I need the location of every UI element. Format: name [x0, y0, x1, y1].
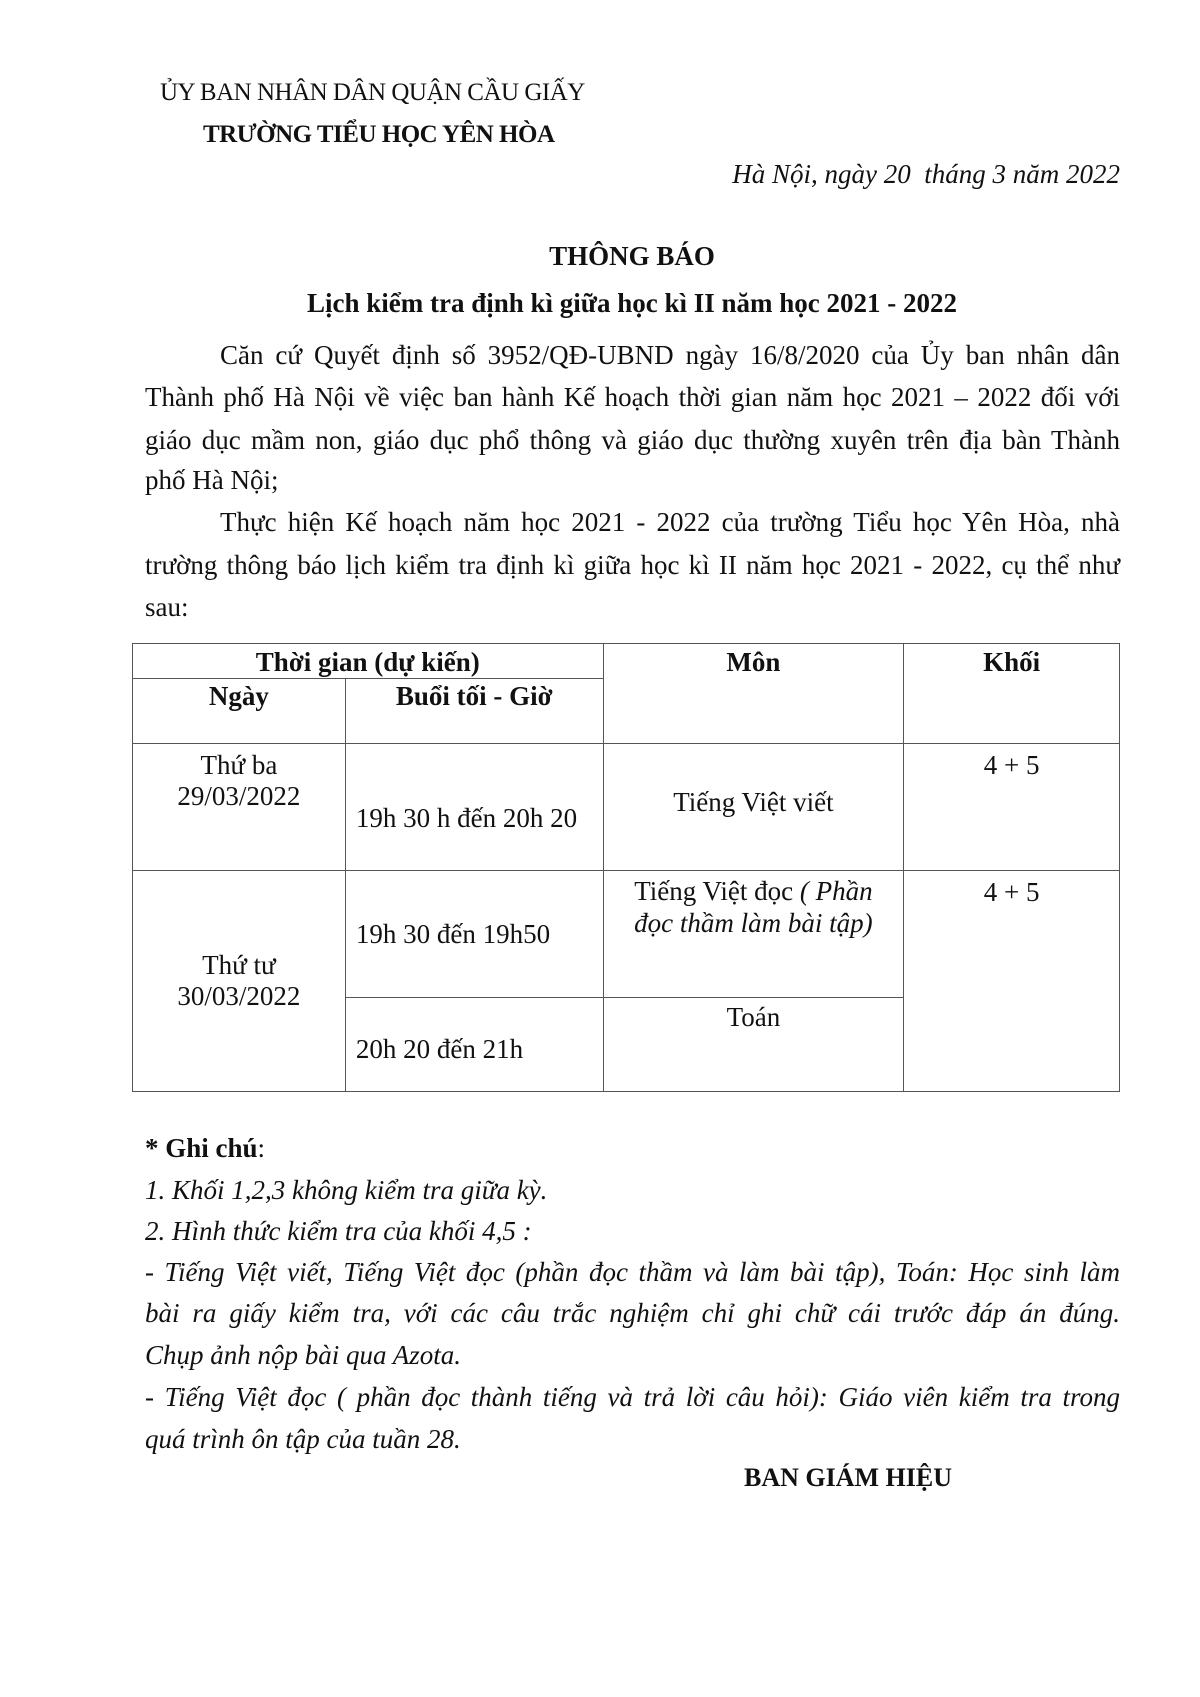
- notes-heading-label: * Ghi chú: [145, 1133, 258, 1163]
- day-name: Thứ tư: [202, 950, 276, 980]
- body-line: Thành phố Hà Nội về việc ban hành Kế hoạch thời gian năm học 2021 – 2022 đối với: [145, 382, 1120, 412]
- exam-time: 19h 30 đến 19h50: [355, 918, 551, 949]
- exam-subject-note: ( Phần đọc thầm làm bài tập): [634, 876, 873, 938]
- header-time-group-label: Thời gian (dự kiến): [255, 647, 480, 677]
- document-title: THÔNG BÁO: [549, 241, 715, 271]
- table-header-row: [133, 644, 1120, 679]
- day-cell: [133, 871, 346, 1092]
- body-line: phố Hà Nội;: [145, 465, 279, 495]
- note-line: - Tiếng Việt đọc ( phần đọc thành tiếng và trả lời câu hỏi): Giáo viên kiểm tra trong: [145, 1382, 1120, 1412]
- exam-grade: 4 + 5: [983, 877, 1040, 907]
- place-date: Hà Nội, ngày 20 tháng 3 năm 2022: [732, 159, 1120, 189]
- day-name: Thứ ba: [200, 750, 278, 780]
- note-line: bài ra giấy kiểm tra, với các câu trắc nghiệm chỉ ghi chữ cái trước đáp án đúng.: [145, 1298, 1120, 1328]
- authority-name: ỦY BAN NHÂN DÂN QUẬN CẦU GIẤY: [160, 79, 585, 106]
- header-time-group: [133, 644, 604, 679]
- exam-subject: Tiếng Việt viết: [673, 786, 834, 817]
- note-line: - Tiếng Việt viết, Tiếng Việt đọc (phần đọc thầm và làm bài tập), Toán: Học sinh làm: [145, 1257, 1120, 1287]
- body-line: Thực hiện Kế hoạch năm học 2021 - 2022 của trường Tiểu học Yên Hòa, nhà: [220, 507, 1120, 537]
- table-row: [133, 871, 1120, 998]
- time-cell: [345, 871, 603, 998]
- exam-date: 30/03/2022: [177, 981, 301, 1011]
- header-day-label: Ngày: [208, 681, 269, 711]
- time-cell: [345, 744, 603, 871]
- exam-time: 20h 20 đến 21h: [355, 1034, 524, 1064]
- body-line: giáo dục mầm non, giáo dục phổ thông và giáo dục thường xuyên trên địa bàn Thành: [145, 425, 1120, 455]
- note-line: 1. Khối 1,2,3 không kiểm tra giữa kỳ.: [145, 1175, 548, 1205]
- note-line: quá trình ôn tập của tuần 28.: [145, 1424, 461, 1454]
- header-session: [345, 679, 603, 744]
- notes-heading: [145, 1135, 1120, 1162]
- day-cell: [133, 744, 346, 871]
- exam-schedule-table: [132, 643, 1120, 1092]
- header-session-label: Buổi tối - Giờ: [395, 681, 553, 711]
- grade-cell: [904, 744, 1120, 871]
- body-line: trường thông báo lịch kiểm tra định kì giữa học kì II năm học 2021 - 2022, cụ thể như: [145, 550, 1120, 580]
- grade-cell: [904, 871, 1120, 1092]
- subject-cell: [603, 744, 904, 871]
- header-subject-label: Môn: [726, 647, 781, 677]
- table-row: [133, 744, 1120, 871]
- signature-label: BAN GIÁM HIỆU: [744, 1463, 953, 1492]
- header-subject: [603, 644, 904, 744]
- body-line: Căn cứ Quyết định số 3952/QĐ-UBND ngày 16/8/2020 của Ủy ban nhân dân: [220, 340, 1120, 370]
- exam-grade: 4 + 5: [983, 750, 1040, 780]
- exam-subject: Tiếng Việt đọc: [634, 876, 794, 906]
- school-name: TRƯỜNG TIỂU HỌC YÊN HÒA: [203, 121, 555, 148]
- exam-time: 19h 30 h đến 20h 20: [355, 802, 578, 833]
- note-line: Chụp ảnh nộp bài qua Azota.: [145, 1340, 462, 1370]
- document-subtitle: Lịch kiểm tra định kì giữa học kì II năm học 2021 - 2022: [306, 288, 958, 318]
- subject-cell: [603, 871, 904, 998]
- body-line: sau:: [145, 592, 189, 622]
- subject-cell: [603, 998, 904, 1092]
- header-day: [133, 679, 346, 744]
- exam-subject: Toán: [726, 1002, 781, 1032]
- notes-heading-colon: :: [257, 1133, 266, 1163]
- header-grade-label: Khối: [983, 647, 1041, 677]
- exam-date: 29/03/2022: [177, 781, 301, 811]
- time-cell: [345, 998, 603, 1092]
- header-grade: [904, 644, 1120, 744]
- note-line: 2. Hình thức kiểm tra của khối 4,5 :: [145, 1216, 532, 1246]
